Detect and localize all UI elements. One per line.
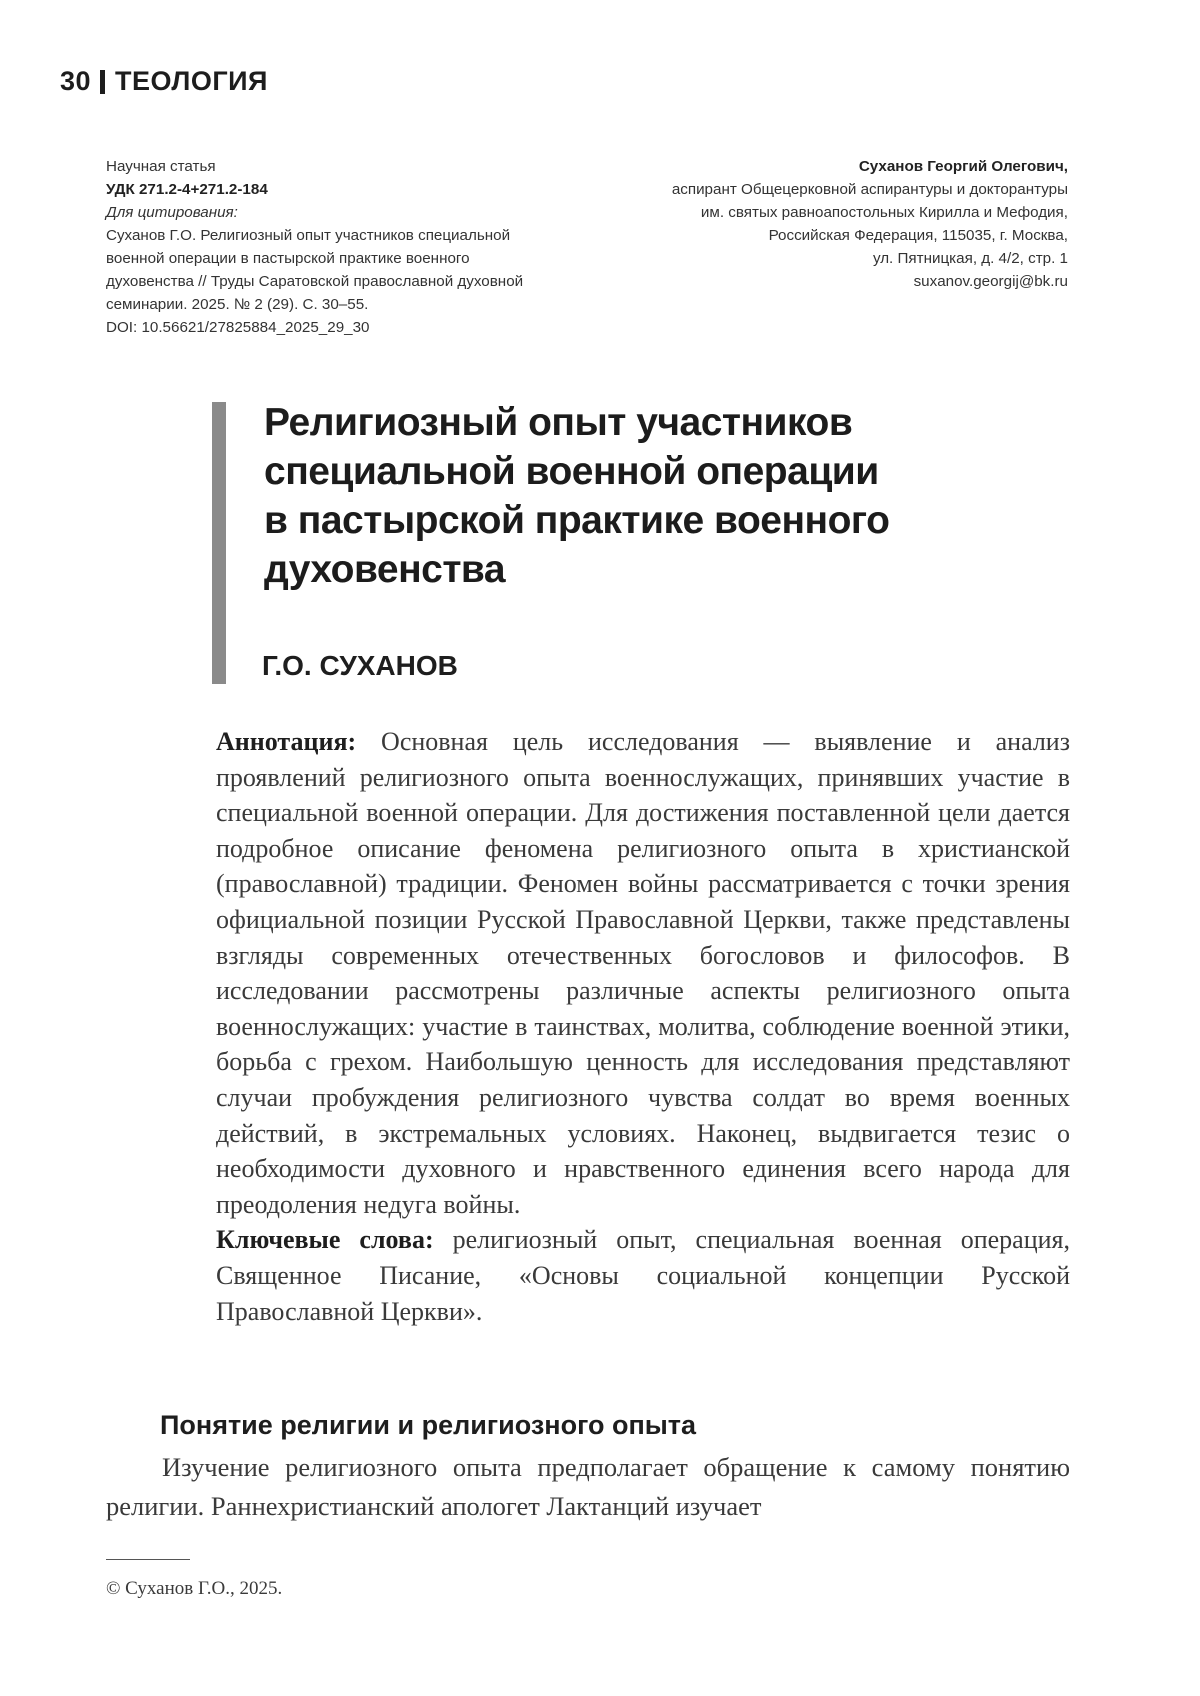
abstract [216, 724, 1070, 1329]
abstract-text: Основная цель исследования — выявление и анализ проявлений религиозного опыта военнослужащих, принявших участие в специальной военной операции. Для достижения поставленной цели дается подробное описание феномена религиозного опыта в христианской (православной) традиции. Феномен войны рассматривается с точки зрения официальной позиции Русской Православной Церкви, также представлены взгляды современных отечественных богословов и философов. В исследовании рассмотрены различные аспекты религиозного опыта военнослужащих: участие в таинствах, молитва, соблюдение военной этики, борьба с грехом. Наибольшую ценность для исследования представляют случаи пробуждения религиозного чувства солдат во время военных действий, в экстремальных условиях. Наконец, выдвигается тезис о необходимости духовного и нравственного единения всего народа для преодоления недуга войны. [216, 727, 1070, 1219]
section-heading: Понятие религии и религиозного опыта [160, 1410, 697, 1440]
citation-label: Для цитирования: [106, 204, 238, 221]
keywords-label: Ключевые слова: [216, 1225, 434, 1255]
running-head [60, 66, 268, 97]
footnote-divider [106, 1559, 190, 1560]
affiliation-line: Российская Федерация, 115035, г. Москва, [768, 227, 1068, 244]
abstract-paragraph [216, 724, 1070, 1222]
citation-line: военной операции в пастырской практике военного [106, 250, 470, 267]
affiliation-line: им. святых равноапостольных Кирилла и Мефодия, [700, 204, 1068, 221]
article-type: Научная статья [106, 158, 216, 175]
citation-line: семинарии. 2025. № 2 (29). С. 30–55. [106, 296, 369, 313]
title-accent-bar [212, 402, 226, 684]
keywords-paragraph [216, 1222, 1070, 1329]
author-byline: Г.О. СУХАНОВ [262, 650, 458, 681]
title-line: духовенства [264, 548, 506, 591]
title-line: специальной военной операции [264, 450, 879, 493]
running-head-divider [100, 70, 105, 94]
copyright-footnote: © Суханов Г.О., 2025. [106, 1578, 283, 1599]
body-paragraph: Изучение религиозного опыта предполагает обращение к самому понятию религии. Раннехристианский апологет Лактанций изучает [106, 1452, 1070, 1521]
doi: DOI: 10.56621/27825884_2025_29_30 [106, 319, 370, 336]
keywords-text: религиозный опыт, специальная военная операция, Священное Писание, «Основы социальной концепции Русской Православной Церкви». [216, 1225, 1070, 1326]
title-line: в пастырской практике военного [264, 499, 890, 542]
citation-line: Суханов Г.О. Религиозный опыт участников специальной [106, 227, 511, 244]
page-number: 30 [60, 66, 92, 96]
affiliation-line: аспирант Общецерковной аспирантуры и докторантуры [671, 181, 1068, 198]
abstract-label: Аннотация: [216, 727, 357, 756]
affiliation-line: ул. Пятницкая, д. 4/2, стр. 1 [872, 250, 1068, 267]
title-line: Религиозный опыт участников [264, 401, 853, 444]
udc-code: УДК 271.2-4+271.2-184 [106, 181, 268, 198]
section-name: ТЕОЛОГИЯ [115, 66, 268, 96]
author-full-name: Суханов Георгий Олегович, [858, 158, 1068, 175]
citation-line: духовенства // Труды Саратовской православной духовной [106, 273, 524, 290]
article-title [264, 398, 1024, 594]
author-email: suxanov.georgij@bk.ru [913, 273, 1068, 290]
author-info [508, 155, 1068, 293]
